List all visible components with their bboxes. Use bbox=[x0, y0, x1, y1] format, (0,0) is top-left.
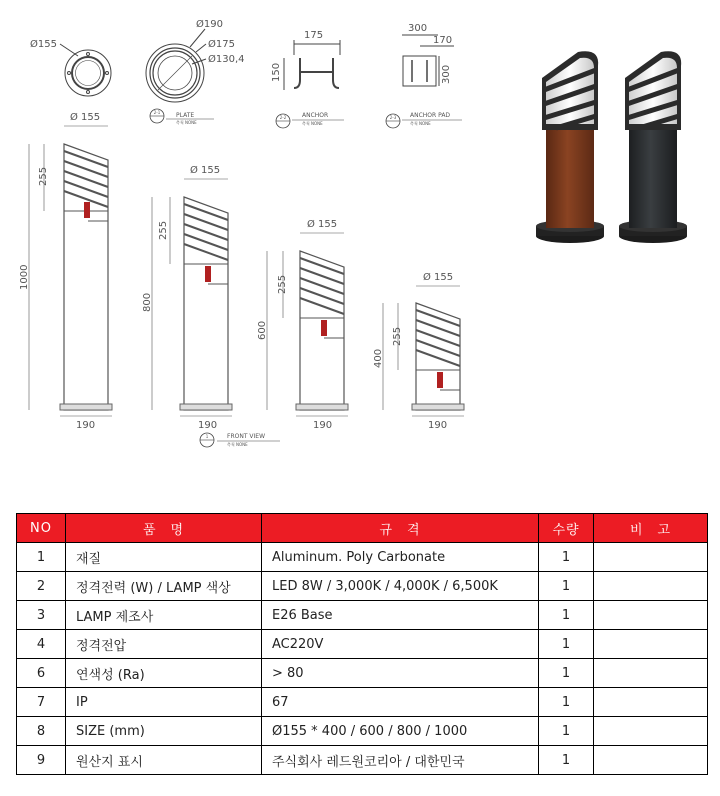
table-row bbox=[17, 746, 708, 775]
bollard-800-height: 800 bbox=[142, 292, 153, 312]
anchor-scale: 축척 NONE bbox=[302, 121, 323, 126]
table-row bbox=[17, 572, 708, 601]
cell-spec: > 80 bbox=[262, 659, 539, 688]
cell-quantity: 1 bbox=[539, 717, 594, 746]
cell-note bbox=[594, 572, 708, 601]
cell-note bbox=[594, 746, 708, 775]
cell-item-name: IP bbox=[66, 688, 262, 717]
table-row bbox=[17, 688, 708, 717]
bollard-400-height: 400 bbox=[373, 348, 384, 368]
bollard-1000-head: 255 bbox=[38, 166, 49, 186]
anchor-width: 175 bbox=[304, 30, 324, 41]
header-no: NO bbox=[17, 514, 66, 543]
cell-no: 3 bbox=[17, 601, 66, 630]
bollard-800 bbox=[142, 164, 232, 431]
header-spec: 규 격 bbox=[262, 514, 539, 543]
cell-quantity: 1 bbox=[539, 746, 594, 775]
spec-table bbox=[16, 513, 708, 775]
front-view-badge: 1 bbox=[205, 434, 209, 439]
bollard-600-height: 600 bbox=[257, 320, 268, 340]
plate-mid-diameter: Ø175 bbox=[208, 39, 235, 50]
bollard-600-base: 190 bbox=[313, 420, 333, 431]
cell-quantity: 1 bbox=[539, 688, 594, 717]
cell-item-name: LAMP 제조사 bbox=[66, 601, 262, 630]
bollard-400 bbox=[373, 271, 464, 431]
plate-scale: 축척 NONE bbox=[176, 120, 197, 125]
plate-ring-diameter: Ø190 bbox=[196, 19, 223, 30]
cell-spec: 67 bbox=[262, 688, 539, 717]
table-body bbox=[17, 543, 708, 775]
table-row bbox=[17, 543, 708, 572]
table-row bbox=[17, 659, 708, 688]
cell-note bbox=[594, 601, 708, 630]
pad-outer-width: 300 bbox=[408, 23, 428, 34]
plate-outer-diameter: Ø155 bbox=[30, 39, 57, 50]
bollard-1000 bbox=[19, 111, 112, 431]
table-row bbox=[17, 630, 708, 659]
anchor-pad-drawing bbox=[386, 23, 462, 128]
bollard-800-diameter: Ø 155 bbox=[190, 165, 221, 176]
cell-quantity: 1 bbox=[539, 601, 594, 630]
cell-no: 8 bbox=[17, 717, 66, 746]
bollard-1000-height: 1000 bbox=[19, 264, 30, 290]
bollard-800-base: 190 bbox=[198, 420, 218, 431]
pad-badge: 2-3 bbox=[389, 115, 397, 120]
cell-spec: AC220V bbox=[262, 630, 539, 659]
bollard-600-diameter: Ø 155 bbox=[307, 219, 338, 230]
front-view-title: FRONT VIEW bbox=[227, 433, 266, 440]
cell-item-name: 정격전압 bbox=[66, 630, 262, 659]
cell-no: 7 bbox=[17, 688, 66, 717]
pad-height: 300 bbox=[441, 64, 452, 84]
bollard-400-base: 190 bbox=[428, 420, 448, 431]
cell-item-name: 원산지 표시 bbox=[66, 746, 262, 775]
product-photo-black bbox=[619, 51, 687, 243]
table-row bbox=[17, 601, 708, 630]
plate-badge: 2-1 bbox=[153, 110, 161, 115]
cell-spec: LED 8W / 3,000K / 4,000K / 6,500K bbox=[262, 572, 539, 601]
anchor-badge: 2-2 bbox=[279, 115, 287, 120]
pad-scale: 축척 NONE bbox=[410, 121, 431, 126]
cell-quantity: 1 bbox=[539, 630, 594, 659]
anchor-caption: ANCHOR bbox=[302, 112, 329, 119]
anchor-drawing bbox=[271, 30, 344, 128]
cell-no: 4 bbox=[17, 630, 66, 659]
header-note: 비 고 bbox=[594, 514, 708, 543]
cell-item-name: 정격전력 (W) / LAMP 색상 bbox=[66, 572, 262, 601]
cell-note bbox=[594, 688, 708, 717]
plate-inner-diameter: Ø130,4 bbox=[208, 54, 245, 65]
bollard-1000-diameter: Ø 155 bbox=[70, 112, 101, 123]
bollard-1000-base: 190 bbox=[76, 420, 96, 431]
header-item-name: 품 명 bbox=[66, 514, 262, 543]
cell-quantity: 1 bbox=[539, 543, 594, 572]
cell-spec: 주식회사 레드원코리아 / 대한민국 bbox=[262, 746, 539, 775]
pad-inner-width: 170 bbox=[433, 35, 453, 46]
bollard-600-head: 255 bbox=[277, 274, 288, 294]
cell-spec: Aluminum. Poly Carbonate bbox=[262, 543, 539, 572]
table-row bbox=[17, 717, 708, 746]
bollard-400-diameter: Ø 155 bbox=[423, 272, 454, 283]
cell-spec: E26 Base bbox=[262, 601, 539, 630]
anchor-height: 150 bbox=[271, 62, 282, 82]
cell-item-name: SIZE (mm) bbox=[66, 717, 262, 746]
plate-drawing bbox=[30, 18, 245, 125]
cell-note bbox=[594, 543, 708, 572]
bollard-800-head: 255 bbox=[158, 220, 169, 240]
front-view-scale: 축척 NONE bbox=[227, 442, 248, 447]
cell-no: 9 bbox=[17, 746, 66, 775]
cell-quantity: 1 bbox=[539, 659, 594, 688]
pad-caption: ANCHOR PAD bbox=[410, 112, 451, 119]
plate-caption: PLATE bbox=[176, 112, 195, 119]
cell-note bbox=[594, 630, 708, 659]
front-view-caption bbox=[200, 433, 280, 447]
table-header-row bbox=[17, 514, 708, 543]
cell-spec: Ø155 * 400 / 600 / 800 / 1000 bbox=[262, 717, 539, 746]
cell-item-name: 연색성 (Ra) bbox=[66, 659, 262, 688]
product-photo-wood bbox=[536, 51, 604, 243]
header-quantity: 수량 bbox=[539, 514, 594, 543]
cell-item-name: 재질 bbox=[66, 543, 262, 572]
cell-quantity: 1 bbox=[539, 572, 594, 601]
bollard-400-head: 255 bbox=[392, 326, 403, 346]
cell-no: 2 bbox=[17, 572, 66, 601]
cell-no: 1 bbox=[17, 543, 66, 572]
cell-no: 6 bbox=[17, 659, 66, 688]
cell-note bbox=[594, 717, 708, 746]
cell-note bbox=[594, 659, 708, 688]
bollard-600 bbox=[257, 218, 348, 431]
